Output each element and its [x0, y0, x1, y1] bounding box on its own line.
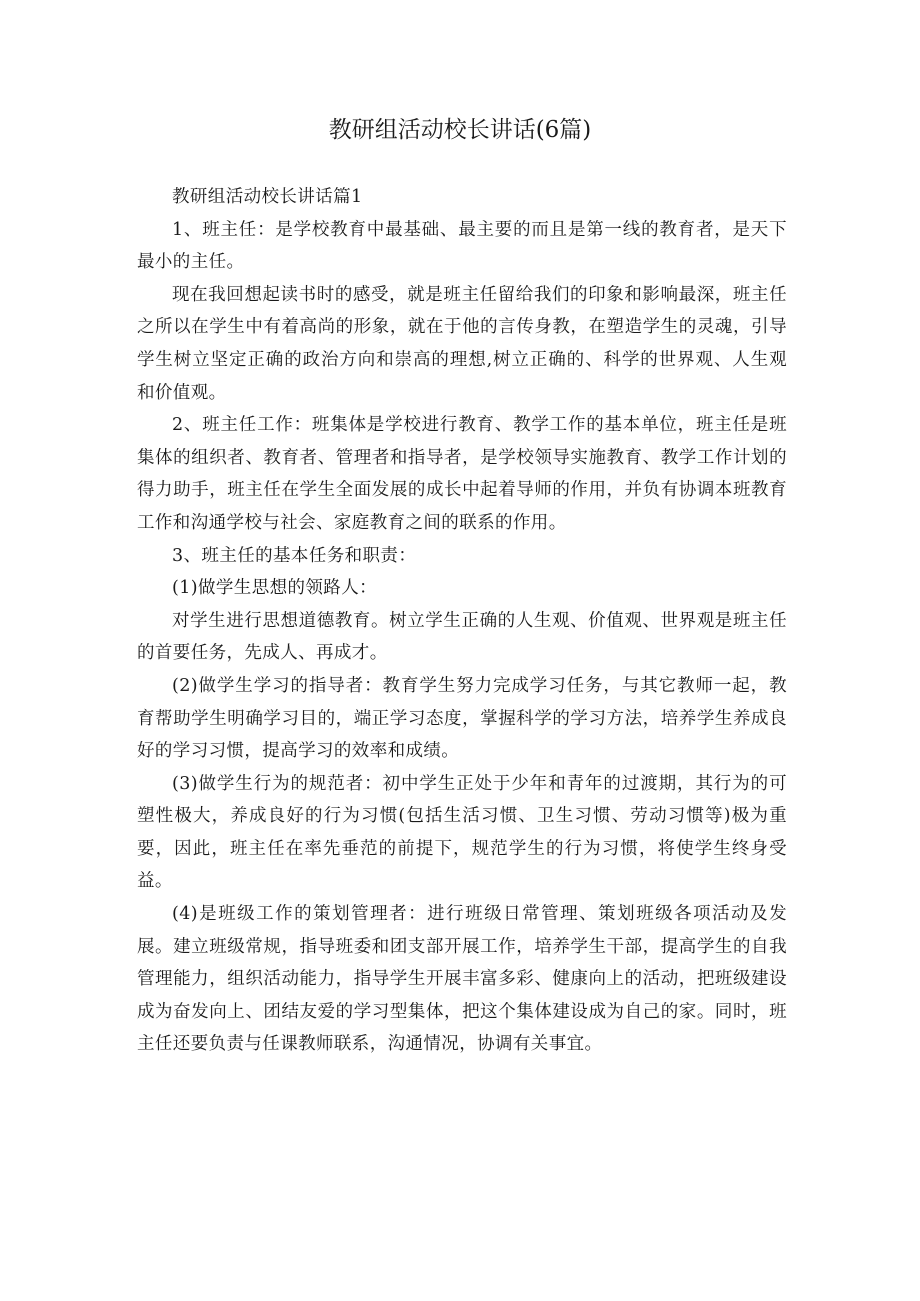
- paragraph: (2)做学生学习的指导者：教育学生努力完成学习任务，与其它教师一起，教育帮助学生明确学习目的，端正学习态度，掌握科学的学习方法，培养学生养成良好的学习习惯，提高学习的效率和成绩。: [137, 675, 787, 762]
- paragraph: 1、班主任：是学校教育中最基础、最主要的而且是第一线的教育者，是天下最小的主任。: [137, 219, 787, 273]
- section-heading: 教研组活动校长讲话篇1: [172, 187, 363, 207]
- document-body: [137, 181, 787, 1061]
- paragraph: (3)做学生行为的规范者：初中学生正处于少年和青年的过渡期，其行为的可塑性极大，养成良好的行为习惯(包括生活习惯、卫生习惯、劳动习惯等)极为重要，因此，班主任在率先垂范的前提下，规范学生的行为习惯，将使学生终身受益。: [137, 773, 787, 892]
- paragraph: 对学生进行思想道德教育。树立学生正确的人生观、价值观、世界观是班主任的首要任务，先成人、再成才。: [137, 610, 787, 664]
- paragraph: (4)是班级工作的策划管理者：进行班级日常管理、策划班级各项活动及发展。建立班级常规，指导班委和团支部开展工作，培养学生干部，提高学生的自我管理能力，组织活动能力，指导学生开展丰富多彩、健康向上的活动，把班级建设成为奋发向上、团结友爱的学习型集体，把这个集体建设成为自己的家。同时，班主任还要负责与任课教师联系，沟通情况，协调有关事宜。: [137, 904, 787, 1055]
- paragraph: (1)做学生思想的领路人：: [172, 578, 377, 599]
- paragraph: 现在我回想起读书时的感受，就是班主任留给我们的印象和影响最深，班主任之所以在学生中有着高尚的形象，就在于他的言传身教，在塑造学生的灵魂，引导学生树立坚定正确的政治方向和崇高的理想,树立正确的、科学的世界观、人生观和价值观。: [137, 284, 787, 403]
- paragraph: 3、班主任的基本任务和职责：: [172, 545, 417, 566]
- document-title: 教研组活动校长讲话(6篇): [328, 117, 592, 143]
- paragraph: 2、班主任工作：班集体是学校进行教育、教学工作的基本单位，班主任是班集体的组织者、教育者、管理者和指导者，是学校领导实施教育、教学工作计划的得力助手，班主任在学生全面发展的成长中起着导师的作用，并负有协调本班教育工作和沟通学校与社会、家庭教育之间的联系的作用。: [137, 415, 787, 533]
